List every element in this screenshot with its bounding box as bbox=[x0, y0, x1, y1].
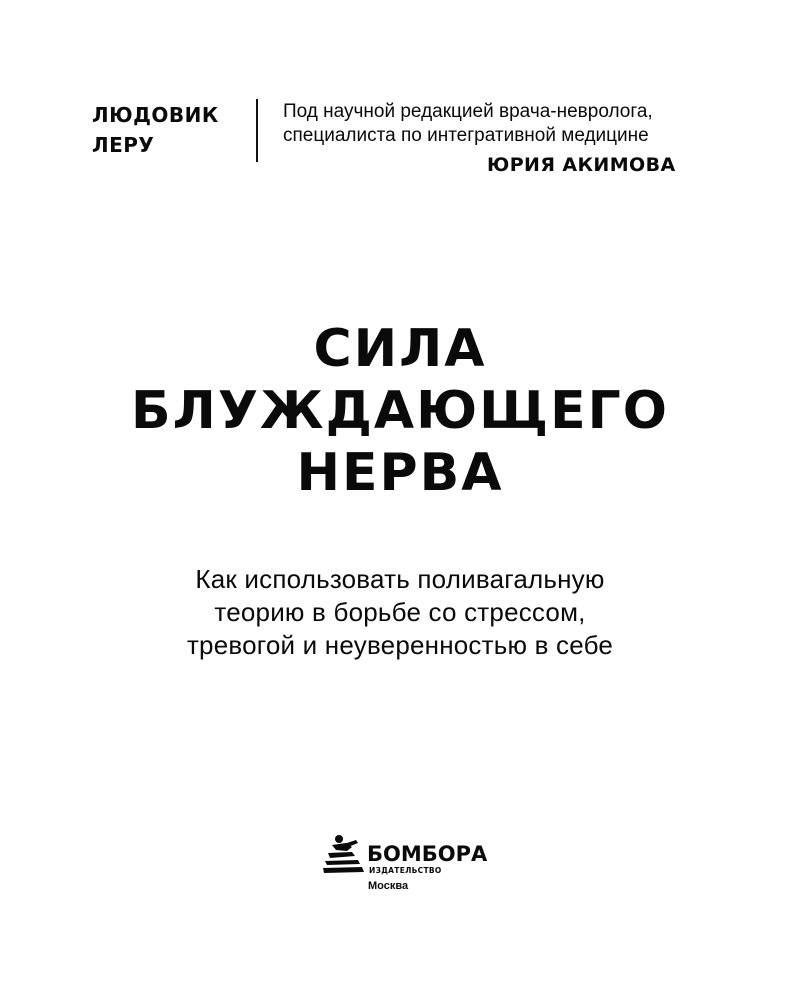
book-title-line-3: НЕРВА bbox=[296, 443, 504, 503]
publisher-name: БОМБОРА bbox=[367, 842, 488, 866]
author-name bbox=[92, 100, 219, 160]
editor-credit bbox=[283, 100, 713, 178]
book-title-line-1: СИЛА bbox=[313, 319, 487, 379]
book-subtitle-line-2: теорию в борьбе со стрессом, bbox=[214, 597, 586, 627]
book-title bbox=[0, 318, 800, 504]
book-subtitle bbox=[0, 563, 800, 662]
book-title-line-2: БЛУЖДАЮЩЕГО bbox=[131, 381, 669, 441]
book-subtitle-line-3: тревогой и неуверенностью в себе bbox=[186, 630, 614, 660]
book-subtitle-line-1: Как использовать поливагальную bbox=[195, 564, 605, 594]
publisher-city: Москва bbox=[368, 880, 409, 892]
bombora-logo-icon bbox=[322, 834, 366, 876]
editor-name: ЮРИЯ АКИМОВА bbox=[487, 154, 676, 176]
author-last-name: ЛЕРУ bbox=[92, 133, 155, 157]
author-first-name: ЛЮДОВИК bbox=[92, 103, 219, 127]
editor-credit-line-2: специалиста по интегративной медицине bbox=[283, 125, 649, 146]
header-divider bbox=[256, 99, 258, 162]
editor-credit-line-1: Под научной редакцией врача-невролога, bbox=[283, 101, 653, 122]
publisher-block bbox=[322, 834, 492, 896]
publisher-tagline: ИЗДАТЕЛЬСТВО bbox=[369, 866, 442, 875]
